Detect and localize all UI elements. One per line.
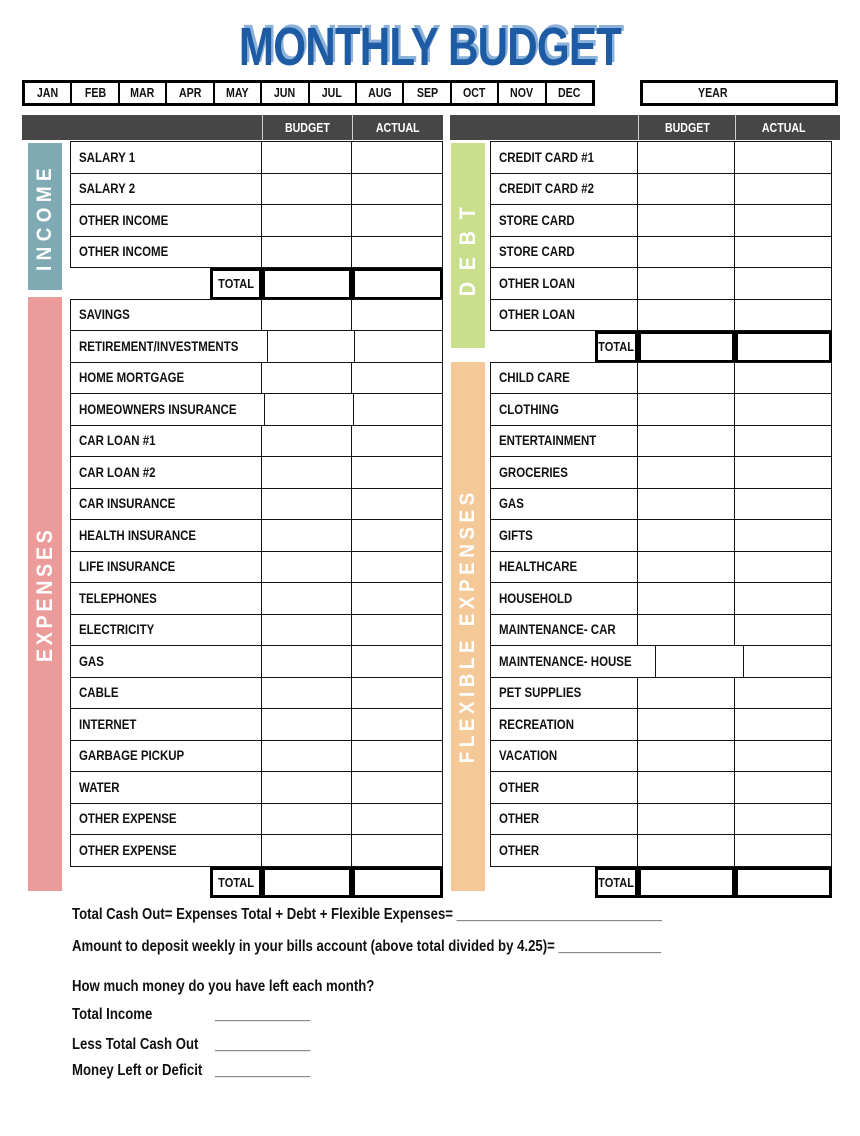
budget-input-cell[interactable] [638,489,735,520]
budget-column-header: BUDGET [262,115,352,140]
budget-input-cell[interactable] [262,804,352,835]
table-row [490,583,832,615]
fill-in-blank[interactable]: _____________ [215,1036,311,1053]
actual-input-cell[interactable] [735,741,832,772]
budget-input-cell[interactable] [638,426,735,457]
table-row [490,457,832,489]
budget-input-cell[interactable] [638,678,735,709]
table-row [490,426,832,458]
actual-input-cell[interactable] [735,520,832,551]
actual-input-cell[interactable] [354,394,443,425]
table-row [70,583,443,615]
table-row [490,268,832,300]
month-cell[interactable]: JUL [310,83,357,103]
row-label: CAR LOAN #2 [70,457,262,488]
total-label: TOTAL [595,867,638,899]
actual-input-cell[interactable] [735,205,832,236]
actual-input-cell[interactable] [735,394,832,425]
budget-input-cell[interactable] [638,835,735,866]
row-label: LIFE INSURANCE [70,552,262,583]
budget-input-cell[interactable] [638,300,735,331]
actual-input-cell[interactable] [735,426,832,457]
actual-input-cell[interactable] [735,709,832,740]
less-total-cash-out-line: Less Total Cash Out _____________ [72,1036,311,1053]
actual-input-cell[interactable] [352,709,443,740]
actual-input-cell[interactable] [735,772,832,803]
budget-input-cell[interactable] [656,646,744,677]
table-row [490,174,832,206]
row-label: OTHER EXPENSE [70,804,262,835]
row-label: RETIREMENT/INVESTMENTS [70,331,268,362]
budget-input-cell[interactable] [262,741,352,772]
row-label: OTHER EXPENSE [70,835,262,866]
budget-input-cell[interactable] [638,457,735,488]
budget-input-cell[interactable] [638,394,735,425]
budget-input-cell[interactable] [638,205,735,236]
budget-input-cell[interactable] [262,457,352,488]
table-row [490,804,832,836]
table-row [70,174,443,206]
header-spacer [832,115,840,140]
table-row [70,363,443,395]
total-actual-cell[interactable] [352,867,443,899]
table-row [70,237,443,269]
budget-input-cell[interactable] [265,394,353,425]
budget-input-cell[interactable] [638,615,735,646]
row-label: MAINTENANCE- CAR [490,615,638,646]
total-label: TOTAL [595,331,638,363]
table-row [70,709,443,741]
header-bar-left [22,115,443,140]
actual-input-cell[interactable] [735,552,832,583]
table-row [490,709,832,741]
page-title [0,18,860,76]
total-label: TOTAL [210,268,262,300]
debt-total-row [490,331,832,363]
flexible-total-row [490,867,832,899]
month-cell[interactable]: APR [167,83,214,103]
month-cell[interactable]: OCT [452,83,499,103]
actual-input-cell[interactable] [735,174,832,205]
table-row [70,394,443,426]
row-label: OTHER LOAN [490,300,638,331]
month-cell[interactable]: JUN [262,83,309,103]
row-label: GARBAGE PICKUP [70,741,262,772]
table-row [490,741,832,773]
actual-input-cell[interactable] [352,205,443,236]
row-label: SAVINGS [70,300,262,331]
actual-input-cell[interactable] [352,552,443,583]
table-row [70,552,443,584]
actual-input-cell[interactable] [352,646,443,677]
budget-input-cell[interactable] [262,709,352,740]
actual-input-cell[interactable] [735,615,832,646]
actual-input-cell[interactable] [735,457,832,488]
table-row [490,520,832,552]
row-label: HEALTH INSURANCE [70,520,262,551]
actual-input-cell[interactable] [352,678,443,709]
budget-input-cell[interactable] [638,709,735,740]
row-label: CHILD CARE [490,363,638,394]
budget-input-cell[interactable] [262,835,352,866]
header-spacer [22,115,262,140]
month-cell[interactable]: AUG [357,83,404,103]
actual-input-cell[interactable] [352,174,443,205]
actual-input-cell[interactable] [735,142,832,173]
month-cell[interactable]: MAY [215,83,262,103]
table-row [70,142,443,174]
table-row [70,741,443,773]
row-label: OTHER [490,835,638,866]
budget-input-cell[interactable] [262,426,352,457]
total-budget-cell[interactable] [638,867,735,899]
table-row [490,394,832,426]
actual-input-cell[interactable] [735,300,832,331]
table-row [490,142,832,174]
expenses-total-row [70,867,443,899]
table-row [490,646,832,678]
total-budget-cell[interactable] [262,867,352,899]
income-table [70,141,443,300]
total-budget-cell[interactable] [262,268,352,300]
actual-input-cell[interactable] [352,300,443,331]
header-bar-right [450,115,840,140]
table-row [70,520,443,552]
fill-in-blank[interactable]: _____________ [215,1062,311,1079]
month-cell[interactable]: JAN [25,83,72,103]
total-budget-cell[interactable] [638,331,735,363]
table-row [70,772,443,804]
actual-input-cell[interactable] [352,363,443,394]
budget-input-cell[interactable] [638,237,735,268]
row-label: HEALTHCARE [490,552,638,583]
table-row [490,678,832,710]
budget-input-cell[interactable] [262,205,352,236]
table-row [70,835,443,867]
table-row [490,489,832,521]
budget-input-cell[interactable] [262,363,352,394]
flexible-expenses-section-label: FLEXIBLE EXPENSES [456,488,479,764]
row-label: STORE CARD [490,237,638,268]
page-title-text: MONTHLY BUDGET [238,17,622,77]
row-label: SALARY 2 [70,174,262,205]
row-label: GIFTS [490,520,638,551]
budget-input-cell[interactable] [638,268,735,299]
budget-input-cell[interactable] [262,142,352,173]
header-spacer [450,115,638,140]
budget-column-header: BUDGET [638,115,735,140]
actual-input-cell[interactable] [352,457,443,488]
money-left-or-deficit-line: Money Left or Deficit _____________ [72,1062,311,1079]
row-label: OTHER LOAN [490,268,638,299]
row-label: INTERNET [70,709,262,740]
actual-column-header: ACTUAL [352,115,443,140]
table-row [490,835,832,867]
table-row [70,300,443,332]
row-label: HOME MORTGAGE [70,363,262,394]
budget-input-cell[interactable] [262,646,352,677]
row-label: RECREATION [490,709,638,740]
fill-in-blank[interactable]: _____________ [215,1006,311,1023]
income-section-bar [28,143,62,290]
row-label: GROCERIES [490,457,638,488]
table-row [490,772,832,804]
month-cell[interactable]: DEC [558,86,581,100]
budget-input-cell[interactable] [268,331,355,362]
row-label: CREDIT CARD #2 [490,174,638,205]
actual-input-cell[interactable] [735,268,832,299]
budget-input-cell[interactable] [262,772,352,803]
budget-input-cell[interactable] [262,552,352,583]
actual-input-cell[interactable] [352,741,443,772]
budget-input-cell[interactable] [638,174,735,205]
actual-input-cell[interactable] [352,804,443,835]
table-row [490,615,832,647]
total-actual-cell[interactable] [352,268,443,300]
actual-input-cell[interactable] [735,583,832,614]
row-label: PET SUPPLIES [490,678,638,709]
row-label: VACATION [490,741,638,772]
flexible-expenses-table [490,362,832,899]
actual-input-cell[interactable] [352,426,443,457]
row-label: OTHER INCOME [70,205,262,236]
actual-input-cell[interactable] [735,678,832,709]
budget-input-cell[interactable] [638,142,735,173]
row-label: MAINTENANCE- HOUSE [490,646,656,677]
row-label: OTHER [490,772,638,803]
debt-table [490,141,832,363]
income-total-row [70,268,443,300]
actual-input-cell[interactable] [352,489,443,520]
actual-input-cell[interactable] [735,835,832,866]
fill-in-blank[interactable]: ______________ [558,938,662,955]
budget-input-cell[interactable] [638,552,735,583]
budget-input-cell[interactable] [262,520,352,551]
row-label: ELECTRICITY [70,615,262,646]
actual-input-cell[interactable] [352,142,443,173]
table-row [70,678,443,710]
money-left-question: How much money do you have left each month? [72,978,375,995]
table-row [70,426,443,458]
table-row [490,552,832,584]
fill-in-blank[interactable]: ____________________________ [456,906,662,923]
actual-input-cell[interactable] [352,520,443,551]
budget-input-cell[interactable] [262,615,352,646]
year-box[interactable] [640,80,838,106]
budget-input-cell[interactable] [262,300,352,331]
month-strip [22,80,595,106]
row-label: WATER [70,772,262,803]
flexible-expenses-section-bar [451,362,485,891]
actual-input-cell[interactable] [352,583,443,614]
table-row [70,457,443,489]
actual-input-cell[interactable] [355,331,443,362]
debt-section-bar [451,143,485,348]
budget-input-cell[interactable] [262,174,352,205]
month-cell[interactable]: NOV [499,83,546,103]
table-row [490,205,832,237]
table-row [490,300,832,332]
row-label: TELEPHONES [70,583,262,614]
total-cash-out-line: Total Cash Out= Expenses Total + Debt + Flexible Expenses= ____________________________ [72,906,662,923]
total-actual-cell[interactable] [735,867,832,899]
actual-input-cell[interactable] [352,615,443,646]
budget-input-cell[interactable] [638,363,735,394]
row-label: HOMEOWNERS INSURANCE [70,394,265,425]
month-cell[interactable]: MAR [120,83,167,103]
budget-input-cell[interactable] [262,237,352,268]
actual-input-cell[interactable] [744,646,832,677]
table-row [70,615,443,647]
budget-input-cell[interactable] [638,772,735,803]
row-label: GAS [70,646,262,677]
income-section-label: INCOME [33,162,56,271]
table-row [70,331,443,363]
row-label: ENTERTAINMENT [490,426,638,457]
row-label: CAR LOAN #1 [70,426,262,457]
budget-input-cell[interactable] [262,489,352,520]
table-row [70,646,443,678]
row-label: CAR INSURANCE [70,489,262,520]
table-row [490,237,832,269]
budget-input-cell[interactable] [638,520,735,551]
actual-input-cell[interactable] [352,835,443,866]
row-label: CLOTHING [490,394,638,425]
table-row [70,489,443,521]
row-label: HOUSEHOLD [490,583,638,614]
year-label: YEAR [698,86,728,100]
actual-input-cell[interactable] [735,363,832,394]
row-label: CABLE [70,678,262,709]
budget-input-cell[interactable] [262,678,352,709]
budget-input-cell[interactable] [262,583,352,614]
row-label: CREDIT CARD #1 [490,142,638,173]
actual-column-header: ACTUAL [735,115,832,140]
total-actual-cell[interactable] [735,331,832,363]
expenses-table [70,299,443,899]
month-cell[interactable]: SEP [404,83,451,103]
budget-input-cell[interactable] [638,804,735,835]
row-label: OTHER INCOME [70,237,262,268]
actual-input-cell[interactable] [735,804,832,835]
actual-input-cell[interactable] [735,489,832,520]
actual-input-cell[interactable] [352,237,443,268]
weekly-deposit-line: Amount to deposit weekly in your bills account (above total divided by 4.25)= ______________ [72,938,662,955]
expenses-section-label: EXPENSES [32,526,57,662]
actual-input-cell[interactable] [352,772,443,803]
budget-input-cell[interactable] [638,741,735,772]
table-row [70,804,443,836]
actual-input-cell[interactable] [735,237,832,268]
row-label: STORE CARD [490,205,638,236]
row-label: SALARY 1 [70,142,262,173]
month-cell[interactable]: FEB [72,83,119,103]
total-label: TOTAL [210,867,262,899]
row-label: GAS [490,489,638,520]
total-income-line: Total Income _____________ [72,1006,311,1023]
expenses-section-bar [28,297,62,891]
budget-input-cell[interactable] [638,583,735,614]
table-row [70,205,443,237]
table-row [490,363,832,395]
debt-section-label: DEBT [455,195,480,296]
row-label: OTHER [490,804,638,835]
